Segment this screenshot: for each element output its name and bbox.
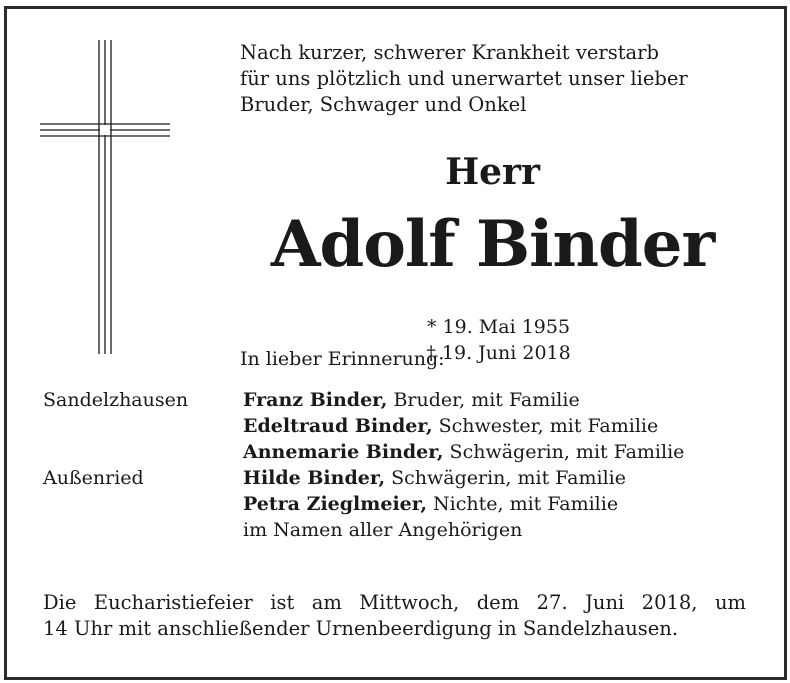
mourner-entry — [243, 413, 658, 439]
memory-label: In lieber Erinnerung: — [240, 348, 445, 370]
mourner-relation: Schwägerin, mit Familie — [385, 467, 626, 489]
intro-line: Bruder, Schwager und Onkel — [240, 93, 527, 116]
mourner-relation: Bruder, mit Familie — [387, 389, 580, 411]
intro-line: für uns plötzlich und unerwartet unser lieber — [240, 67, 688, 90]
deceased-name: Adolf Binder — [270, 207, 715, 282]
mourner-entry — [243, 439, 684, 465]
mourner-entry — [243, 517, 522, 543]
mourner-row — [43, 439, 753, 465]
mourner-relation: Schwester, mit Familie — [432, 415, 659, 437]
mourner-entry — [243, 491, 618, 517]
mourner-place — [43, 413, 243, 439]
mourner-name: Annemarie Binder, — [243, 441, 444, 463]
mourner-name: Franz Binder, — [243, 389, 388, 411]
mourner-relation: im Namen aller Angehörigen — [243, 519, 523, 541]
mourner-relation: Nichte, mit Familie — [427, 493, 619, 515]
mourner-entry — [243, 387, 580, 413]
closing-text — [43, 590, 746, 642]
intro-line: Nach kurzer, schwerer Krankheit verstarb — [240, 41, 659, 64]
mourner-name: Hilde Binder, — [243, 467, 386, 489]
death-date: † 19. Juni 2018 — [426, 342, 571, 364]
birth-date: * 19. Mai 1955 — [427, 316, 571, 338]
mourner-place — [43, 491, 243, 517]
mourner-row — [43, 465, 753, 491]
closing-line: 14 Uhr mit anschließender Urnenbeerdigung in Sandelzhausen. — [43, 617, 679, 640]
mourners-list — [43, 387, 753, 543]
mourner-entry — [243, 465, 626, 491]
mourner-row — [43, 413, 753, 439]
mourner-relation: Schwägerin, mit Familie — [443, 441, 685, 463]
mourner-place: Außenried — [43, 467, 144, 489]
closing-line: Die Eucharistiefeier ist am Mittwoch, dem 27. Juni 2018, um — [43, 591, 746, 614]
mourner-place: Sandelzhausen — [43, 389, 189, 411]
mourner-place — [43, 517, 243, 543]
intro-text — [240, 40, 745, 118]
mourner-row — [43, 517, 753, 543]
mourner-row — [43, 491, 753, 517]
mourner-row — [43, 387, 753, 413]
mourner-name: Edeltraud Binder, — [243, 415, 433, 437]
mourner-place — [43, 439, 243, 465]
cross-icon — [40, 40, 175, 358]
mourner-name: Petra Zieglmeier, — [243, 493, 427, 515]
honorific: Herr — [445, 151, 540, 193]
